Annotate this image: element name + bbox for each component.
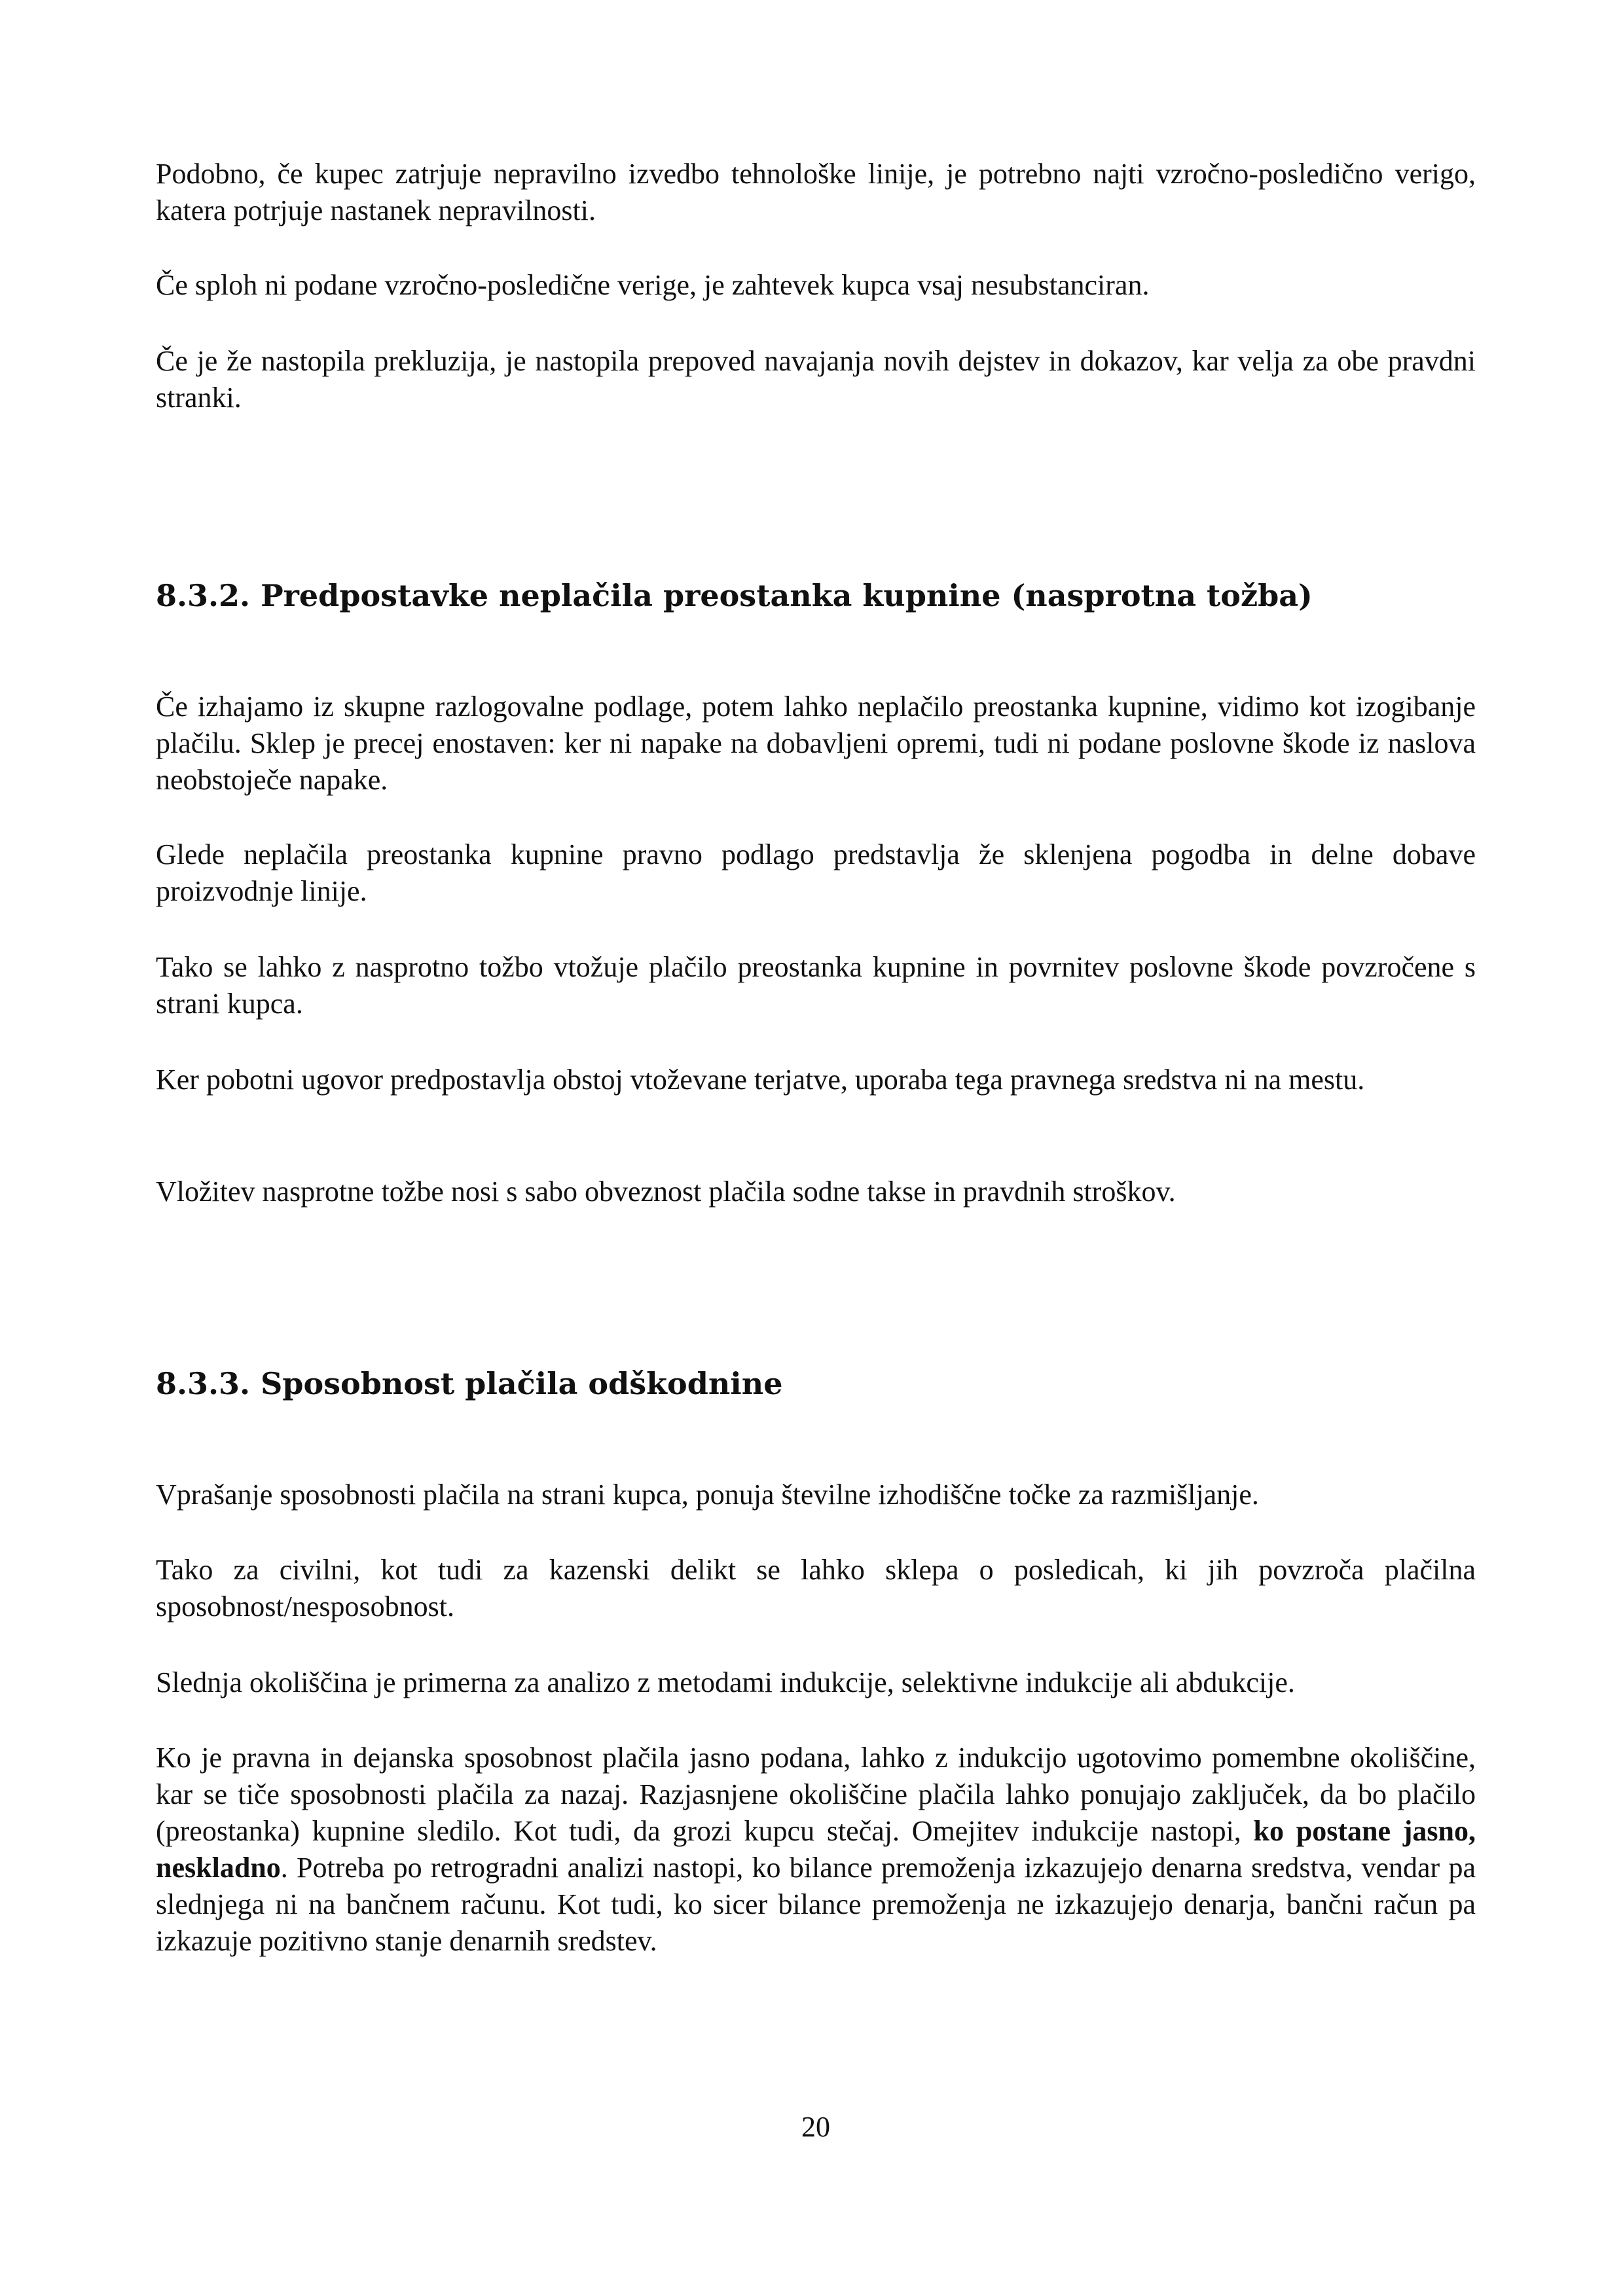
paragraph-832-2: Glede neplačila preostanka kupnine pravno podlago predstavlja že sklenjena pogodba in delne dobave proizvodnje linije. [156, 838, 1476, 907]
paragraph-832-4: Ker pobotni ugovor predpostavlja obstoj vtoževane terjatve, uporaba tega pravnega sredstva ni na mestu. [156, 1064, 1365, 1096]
paragraph-833-4 [156, 1740, 1476, 1960]
paragraph-832-5: Vložitev nasprotne tožbe nosi s sabo obveznost plačila sodne takse in pravdnih stroškov. [156, 1175, 1176, 1208]
paragraph-833-4-text-a: Ko je pravna in dejanska sposobnost plačila jasno podana, lahko z indukcijo ugotovimo pomembne okoliščine, kar se tiče sposobnosti plačila za nazaj. Razjasnjene okoliščine plačila lahko ponujajo zaključek, da bo plačilo (preostanka) kupnine sledilo. Kot tudi, da grozi kupcu stečaj. Omejitev indukcije nastopi, [156, 1742, 1476, 1847]
paragraph-causal-chain: Podobno, če kupec zatrjuje nepravilno izvedbo tehnološke linije, je potrebno najti vzročno-posledično verigo, katera potrjuje nastanek nepravilnosti. [156, 158, 1476, 226]
paragraph-832-3: Tako se lahko z nasprotno tožbo vtožuje plačilo preostanka kupnine in povrnitev poslovne škode povzročene s strani kupca. [156, 951, 1476, 1020]
heading-section-8-3-3: 8.3.3. Sposobnost plačila odškodnine [156, 1366, 783, 1401]
paragraph-833-4-text-b: . Potreba po retrogradni analizi nastopi, ko bilance premoženja izkazujejo denarna sredstva, vendar pa slednjega ni na bančnem računu. Kot tudi, ko sicer bilance premoženja ne izkazujejo denarja, bančni račun pa izkazuje pozitivno stanje denarnih sredstev. [156, 1852, 1476, 1957]
paragraph-833-4-bold: ko postane jasno, neskladno [156, 1815, 1476, 1884]
paragraph-preclusion: Če je že nastopila prekluzija, je nastopila prepoved navajanja novih dejstev in dokazov, kar velja za obe pravdni stranki. [156, 345, 1476, 414]
document-page [156, 0, 1476, 2296]
page-number: 20 [801, 2111, 830, 2143]
paragraph-833-2: Tako za civilni, kot tudi za kazenski delikt se lahko sklepa o posledicah, ki jih povzroča plačilna sposobnost/nesposobnost. [156, 1554, 1476, 1623]
paragraph-832-1: Če izhajamo iz skupne razlogovalne podlage, potem lahko neplačilo preostanka kupnine, vidimo kot izogibanje plačilu. Sklep je precej enostaven: ker ni napake na dobavljeni opremi, tudi ni podane poslovne škode iz naslova neobstoječe napake. [156, 691, 1476, 796]
paragraph-unsubstantiated-claim: Če sploh ni podane vzročno-posledične verige, je zahtevek kupca vsaj nesubstanciran. [156, 269, 1150, 301]
heading-section-8-3-2: 8.3.2. Predpostavke neplačila preostanka kupnine (nasprotna tožba) [156, 578, 1313, 613]
paragraph-833-1: Vprašanje sposobnosti plačila na strani kupca, ponuja številne izhodiščne točke za razmišljanje. [156, 1479, 1259, 1511]
paragraph-833-3: Slednja okoliščina je primerna za analizo z metodami indukcije, selektivne indukcije ali abdukcije. [156, 1666, 1295, 1698]
